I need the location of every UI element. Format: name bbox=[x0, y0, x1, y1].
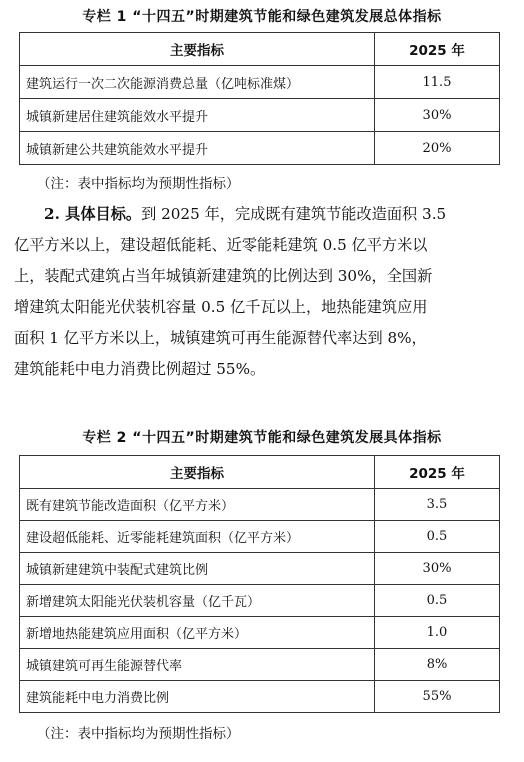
table1-header-indicator: 主要指标 bbox=[20, 33, 375, 66]
table2-row-label: 城镇新建建筑中装配式建筑比例 bbox=[20, 553, 375, 585]
table-row bbox=[20, 553, 500, 585]
table1-caption: 专栏 1 “十四五”时期建筑节能和绿色建筑发展总体指标 bbox=[82, 9, 442, 25]
table1-row-label: 城镇新建居住建筑能效水平提升 bbox=[20, 99, 375, 132]
table-row bbox=[20, 66, 500, 99]
table2 bbox=[19, 455, 500, 713]
table2-row-value: 55% bbox=[375, 681, 500, 713]
table2-header-year: 2025 年 bbox=[375, 456, 500, 489]
paragraph-line: 亿平方米以上，建设超低能耗、近零能耗建筑 0.5 亿平方米以 bbox=[14, 236, 428, 254]
specific-targets-paragraph bbox=[14, 199, 514, 385]
paragraph-line: 上，装配式建筑占当年城镇新建建筑的比例达到 30%，全国新 bbox=[14, 267, 433, 285]
table2-row-label: 建设超低能耗、近零能耗建筑面积（亿平方米） bbox=[20, 521, 375, 553]
table1-note: （注：表中指标均为预期性指标） bbox=[37, 176, 240, 192]
table2-row-label: 新增建筑太阳能光伏装机容量（亿千瓦） bbox=[20, 585, 375, 617]
table1-row-value: 20% bbox=[375, 132, 500, 165]
table2-row-value: 30% bbox=[375, 553, 500, 585]
table-row bbox=[20, 489, 500, 521]
table1-row-value: 30% bbox=[375, 99, 500, 132]
paragraph-line: 建筑能耗中电力消费比例超过 55%。 bbox=[14, 360, 266, 378]
table1-row-label: 城镇新建公共建筑能效水平提升 bbox=[20, 132, 375, 165]
table2-header-indicator: 主要指标 bbox=[20, 456, 375, 489]
table1-header-row bbox=[20, 33, 500, 66]
table2-row-value: 0.5 bbox=[375, 521, 500, 553]
table2-row-value: 3.5 bbox=[375, 489, 500, 521]
table2-row-value: 1.0 bbox=[375, 617, 500, 649]
table2-row-label: 城镇建筑可再生能源替代率 bbox=[20, 649, 375, 681]
paragraph-line: 增建筑太阳能光伏装机容量 0.5 亿千瓦以上，地热能建筑应用 bbox=[14, 298, 428, 316]
table2-row-label: 新增地热能建筑应用面积（亿平方米） bbox=[20, 617, 375, 649]
table-row bbox=[20, 681, 500, 713]
table-row bbox=[20, 132, 500, 165]
table2-row-label: 既有建筑节能改造面积（亿平方米） bbox=[20, 489, 375, 521]
table2-row-value: 8% bbox=[375, 649, 500, 681]
paragraph-line: 面积 1 亿平方米以上，城镇建筑可再生能源替代率达到 8%， bbox=[14, 329, 427, 347]
table-row bbox=[20, 585, 500, 617]
table2-caption: 专栏 2 “十四五”时期建筑节能和绿色建筑发展具体指标 bbox=[82, 430, 442, 446]
table2-header-row bbox=[20, 456, 500, 489]
table1 bbox=[19, 32, 500, 165]
table-row bbox=[20, 99, 500, 132]
table2-note: （注：表中指标均为预期性指标） bbox=[37, 726, 240, 742]
table-row bbox=[20, 649, 500, 681]
table-row bbox=[20, 521, 500, 553]
table1-header-year: 2025 年 bbox=[375, 33, 500, 66]
table-row bbox=[20, 617, 500, 649]
table1-row-label: 建筑运行一次二次能源消费总量（亿吨标准煤） bbox=[20, 66, 375, 99]
table2-row-label: 建筑能耗中电力消费比例 bbox=[20, 681, 375, 713]
paragraph-line bbox=[14, 199, 514, 230]
paragraph-line-text: 到 2025 年，完成既有建筑节能改造面积 3.5 bbox=[141, 205, 447, 223]
paragraph-lead: 2. 具体目标。 bbox=[44, 205, 142, 223]
table2-row-value: 0.5 bbox=[375, 585, 500, 617]
table1-row-value: 11.5 bbox=[375, 66, 500, 99]
